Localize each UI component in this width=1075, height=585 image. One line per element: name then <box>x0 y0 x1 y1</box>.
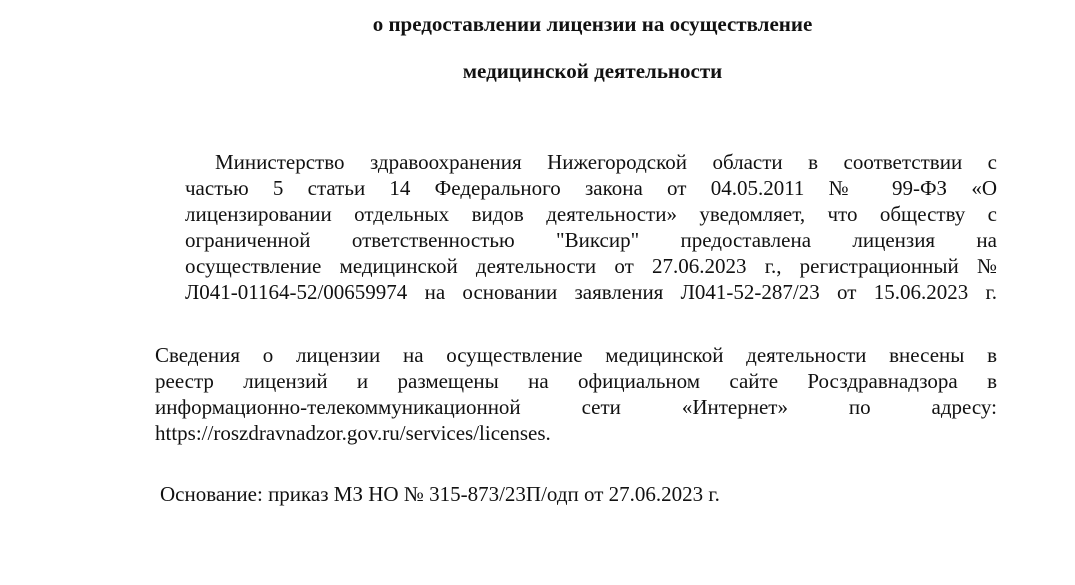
basis-paragraph: Основание: приказ МЗ НО № 315-873/23П/одп от 27.06.2023 г. <box>160 482 720 506</box>
paragraph-line: осуществление медицинской деятельности от 27.06.2023 г., регистрационный № <box>185 254 997 278</box>
paragraph-line: ограниченной ответственностью "Виксир" предоставлена лицензия на <box>185 228 997 252</box>
document-title-line-1: о предоставлении лицензии на осуществление <box>372 12 813 36</box>
license-notice-paragraph <box>155 149 997 305</box>
paragraph-line: информационно-телекоммуникационной сети «Интернет» по адресу: <box>155 395 997 419</box>
paragraph-line: Л041-01164-52/00659974 на основании заявления Л041-52-287/23 от 15.06.2023 г. <box>185 280 997 304</box>
paragraph-line: частью 5 статьи 14 Федерального закона от 04.05.2011 № 99-ФЗ «О <box>185 176 997 200</box>
paragraph-line: лицензировании отдельных видов деятельности» уведомляет, что обществу с <box>185 202 997 226</box>
document-title-line-2: медицинской деятельности <box>462 59 723 83</box>
registry-info-paragraph <box>155 342 997 446</box>
paragraph-line: реестр лицензий и размещены на официальном сайте Росздравнадзора в <box>155 369 997 393</box>
paragraph-line: Сведения о лицензии на осуществление медицинской деятельности внесены в <box>155 343 997 367</box>
paragraph-line: Министерство здравоохранения Нижегородской области в соответствии с <box>215 150 997 174</box>
registry-url-line: https://roszdravnadzor.gov.ru/services/licenses. <box>155 421 551 445</box>
